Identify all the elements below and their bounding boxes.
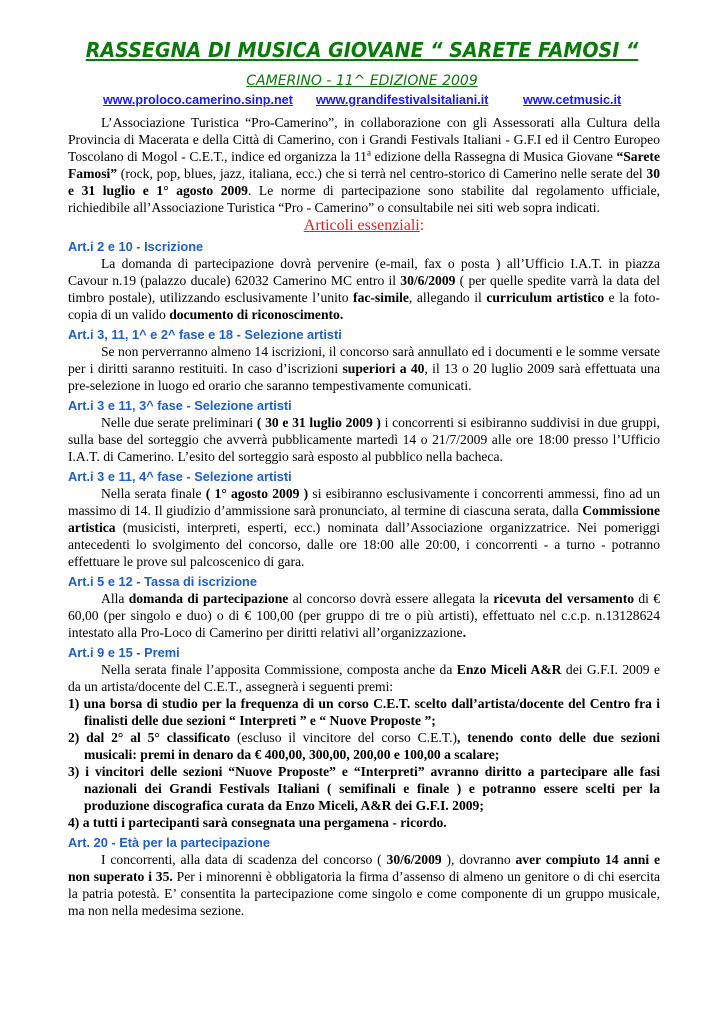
document-subtitle: CAMERINO - 11^ EDIZIONE 2009 (246, 73, 478, 89)
website-links (0, 92, 724, 108)
section-heading-fase3: Art.i 3 e 11, 3^ fase - Selezione artisti (68, 398, 292, 413)
section-text-premi: Nella serata finale l’apposita Commissione, composta anche da Enzo Miceli A&R dei G.F.I. 2009 e da un artista/docente del C.E.T., assegnerà i seguenti premi: (68, 662, 660, 694)
link-proloco[interactable]: www.proloco.camerino.sinp.net (103, 93, 293, 107)
section-heading-iscrizione: Art.i 2 e 10 - Iscrizione (68, 239, 204, 254)
intro-paragraph: L’Associazione Turistica “Pro-Camerino”, in collaborazione con gli Assessorati alla Cultura della Provincia di Macerata e della Città di Camerino, con i Grandi Festivals Italiani - G.F.I ed il Centro Europeo Toscolano di Mogol - C.E.T., indice ed organizza la 11$^a$ edizione della Rassegna di Musica Giovane “Sarete Famosi” (rock, pop, blues, jazz, italiana, ecc.) che si terrà nel centro-storico di Camerino nelle serate del 30 e 31 luglio e 1° agosto 2009. Le norme di partecipazione sono stabilite dal regolamento ufficiale, richiedibile all’Associazione Turistica “Pro - Camerino” o consultabile nei siti web sopra indicati. (68, 115, 660, 215)
section-text-fase3: Nelle due serate preliminari ( 30 e 31 luglio 2009 ) i concorrenti si esibiranno suddivisi in due gruppi, sulla base del sorteggio che avverrà pubblicamente martedì 14 o 21/7/2009 alle ore 18:00 presso l’Ufficio I.A.T. di Camerino. L’esito del sorteggio sarà esposto al pubblico nella bacheca. (68, 415, 661, 464)
award-item-2: 2) dal 2° al 5° classificato (escluso il vincitore del corso C.E.T.), tenendo conto delle due sezioni musicali: premi in denaro da € 400,00, 300,00, 200,00 e 100,00 a scalare; (68, 730, 660, 762)
section-text-iscrizione: La domanda di partecipazione dovrà pervenire (e-mail, fax o posta ) all’Ufficio I.A.T. in piazza Cavour n.19 (palazzo ducale) 62032 Camerino MC entro il 30/6/2009 ( per quelle spedite varrà la data del timbro postale), utilizzando esclusivamente l’unito fac-simile, allegando il curriculum artistico e la foto-copia di un valido documento di riconoscimento. (68, 256, 660, 322)
section-heading-preselezione: Art.i 3, 11, 1^ e 2^ fase e 18 - Selezione artisti (68, 327, 342, 342)
award-item-3: 3) i vincitori delle sezioni “Nuove Proposte” e “Interpreti” avranno diritto a partecipare alle fasi nazionali dei Grandi Festivals Italiani ( semifinali e finale ) e potranno essere scelti per la produzione discografica curata da Enzo Miceli, A&R dei G.F.I. 2009; (68, 764, 660, 813)
section-heading-tassa: Art.i 5 e 12 - Tassa di iscrizione (68, 574, 257, 589)
link-cetmusic[interactable]: www.cetmusic.it (523, 93, 622, 107)
award-item-4: 4) a tutti i partecipanti sarà consegnata una pergamena - ricordo. (68, 815, 447, 830)
articoli-heading: Articoli essenziali: (303, 217, 425, 234)
award-item-1: 1) una borsa di studio per la frequenza di un corso C.E.T. scelto dall’artista/docente del Centro fra i finalisti delle due sezioni “ Interpreti ” e “ Nuove Proposte ”; (68, 696, 660, 728)
section-heading-eta: Art. 20 - Età per la partecipazione (68, 835, 270, 850)
section-text-eta: I concorrenti, alla data di scadenza del concorso ( 30/6/2009 ), dovranno aver compiuto 14 anni e non superato i 35. Per i minorenni è obbligatoria la firma d’assenso di almeno un genitore o di chi esercita la patria potestà. E’ consentita la partecipazione come singolo e come componente di un gruppo musicale, ma non nella medesima sezione. (68, 852, 661, 918)
link-grandi-festival[interactable]: www.grandifestivalsitaliani.it (316, 93, 489, 107)
section-heading-fase4: Art.i 3 e 11, 4^ fase - Selezione artisti (68, 469, 292, 484)
section-text-fase4: Nella serata finale ( 1° agosto 2009 ) si esibiranno esclusivamente i concorrenti ammessi, fino ad un massimo di 14. Il giudizio d’ammissione sarà pronunciato, al termine di ciascuna serata, dalla Commissione artistica (musicisti, interpreti, esperti, ecc.) nominata dall’Associazione organizzatrice. Nei pomeriggi antecedenti lo svolgimento del concorso, dalle ore 18:00 alle 20:00, i concorrenti - a turno - potranno effettuare le prove sul palcoscenico di gara. (68, 486, 660, 569)
section-text-tassa: Alla domanda di partecipazione al concorso dovrà essere allegata la ricevuta del versamento di € 60,00 (per singolo e duo) o di € 100,00 (per gruppo di tre o più artisti), effettuato nel c.c.p. n.13128624 intestato alla Pro-Loco di Camerino per diritti relativi all’organizzazione. (68, 591, 660, 640)
document-body (68, 114, 660, 919)
section-text-preselezione: Se non perverranno almeno 14 iscrizioni, il concorso sarà annullato ed i documenti e le somme versate per i diritti saranno restituiti. In caso d’iscrizioni superiori a 40, il 13 o 20 luglio 2009 sarà effettuata una pre-selezione in luogo ed orario che saranno tempestivamente comunicati. (68, 344, 660, 393)
document-title: RASSEGNA DI MUSICA GIOVANE “ SARETE FAMOSI “ (85, 38, 639, 62)
section-heading-premi: Art.i 9 e 15 - Premi (68, 645, 180, 660)
